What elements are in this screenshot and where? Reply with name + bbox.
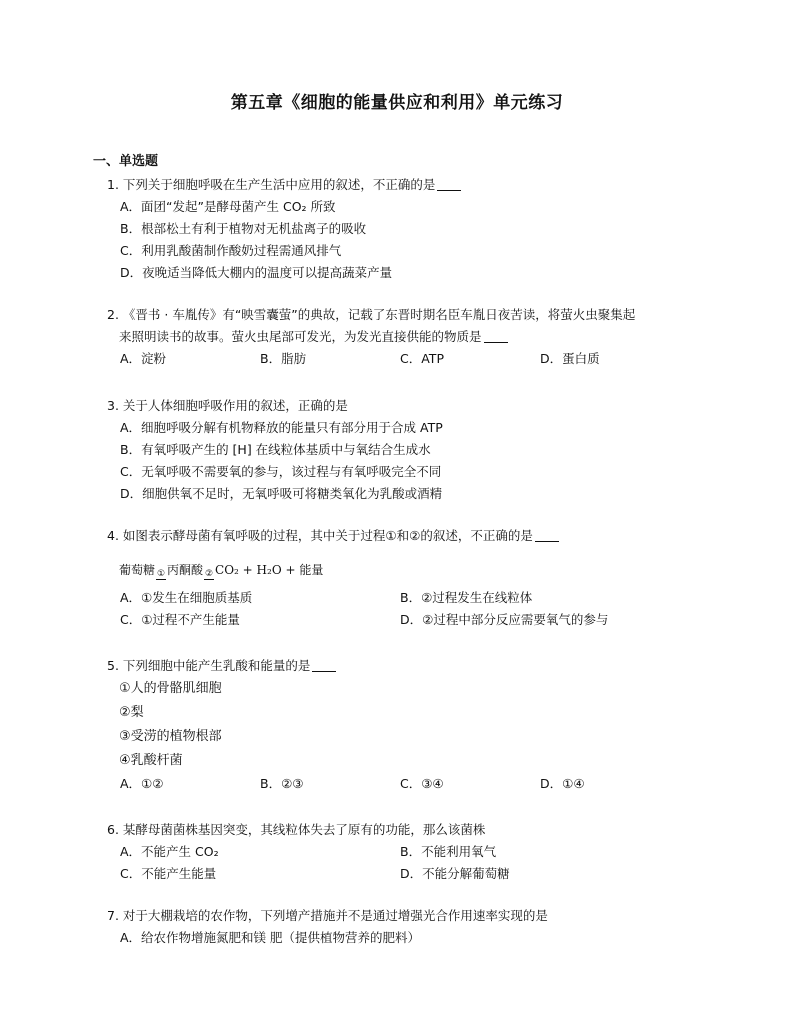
options-row xyxy=(107,863,707,885)
answer-blank xyxy=(535,527,559,542)
question-2 xyxy=(107,304,707,370)
question-7 xyxy=(107,905,707,949)
option-d: D．细胞供氧不足时，无氧呼吸可将糖类氧化为乳酸或酒精 xyxy=(120,486,443,501)
options-row xyxy=(107,609,707,631)
option-c: C．①过程不产生能量 xyxy=(120,612,240,627)
question-stem: 4. 如图表示酵母菌有氧呼吸的过程，其中关于过程①和②的叙述，不正确的是 xyxy=(107,525,707,547)
list-item: ②梨 xyxy=(119,705,144,720)
question-3 xyxy=(107,395,707,505)
question-stem: 5. 下列细胞中能产生乳酸和能量的是 xyxy=(107,655,707,677)
options-row xyxy=(107,773,707,795)
list-item: ①人的骨骼肌细胞 xyxy=(119,681,222,696)
section-title: 一、单选题 xyxy=(93,154,159,169)
page-title: 第五章《细胞的能量供应和利用》单元练习 xyxy=(230,93,564,113)
list-item: ③受涝的植物根部 xyxy=(119,729,222,744)
option-a: A．淀粉 xyxy=(120,351,167,366)
question-1 xyxy=(107,174,707,284)
answer-blank xyxy=(437,176,461,191)
option-d: D．蛋白质 xyxy=(540,351,600,366)
option-a: A．①② xyxy=(120,776,164,791)
option-b: B．②③ xyxy=(260,776,304,791)
option-d: D．①④ xyxy=(540,776,585,791)
option-c: C．ATP xyxy=(400,351,444,366)
reaction-formula: 葡萄糖 ① 丙酮酸 ② CO₂ + H₂O + 能量 xyxy=(119,563,324,579)
option-c: C．③④ xyxy=(400,776,444,791)
option-d: D．夜晚适当降低大棚内的温度可以提高蔬菜产量 xyxy=(120,265,393,280)
answer-blank xyxy=(484,328,508,343)
option-a: A．细胞呼吸分解有机物释放的能量只有部分用于合成 ATP xyxy=(120,420,443,435)
option-c: C．利用乳酸菌制作酸奶过程需通风排气 xyxy=(120,243,342,258)
question-stem: 6. 某酵母菌菌株基因突变，其线粒体失去了原有的功能，那么该菌株 xyxy=(107,822,486,837)
option-a: A．不能产生 CO₂ xyxy=(120,844,219,859)
answer-blank xyxy=(312,657,336,672)
option-a: A．面团“发起”是酵母菌产生 CO₂ 所致 xyxy=(120,199,336,214)
options-row xyxy=(107,348,707,370)
list-item: ④乳酸杆菌 xyxy=(119,753,183,768)
option-d: D．②过程中部分反应需要氧气的参与 xyxy=(400,612,609,627)
question-stem: 7. 对于大棚栽培的农作物，下列增产措施并不是通过增强光合作用速率实现的是 xyxy=(107,908,548,923)
option-b: B．②过程发生在线粒体 xyxy=(400,590,533,605)
option-b: B．不能利用氧气 xyxy=(400,844,497,859)
option-d: D．不能分解葡萄糖 xyxy=(400,866,510,881)
question-stem: 2. 《晋书 · 车胤传》有“映雪囊萤”的典故，记载了东晋时期名臣车胤日夜苦读，将萤火虫聚集起 xyxy=(107,307,636,322)
question-5 xyxy=(107,655,707,795)
question-stem: 3. 关于人体细胞呼吸作用的叙述，正确的是 xyxy=(107,398,348,413)
option-a: A．①发生在细胞质基质 xyxy=(120,590,253,605)
option-b: B．脂肪 xyxy=(260,351,307,366)
question-stem: 1. 下列关于细胞呼吸在生产生活中应用的叙述，不正确的是 xyxy=(107,174,707,196)
question-4 xyxy=(107,525,707,631)
option-b: B．根部松土有利于植物对无机盐离子的吸收 xyxy=(120,221,367,236)
option-c: C．不能产生能量 xyxy=(120,866,217,881)
question-stem-continued: 来照明读书的故事。萤火虫尾部可发光，为发光直接供能的物质是 xyxy=(107,326,707,348)
option-a: A．给农作物增施氮肥和镁 肥（提供植物营养的肥料） xyxy=(120,930,421,945)
option-b: B．有氧呼吸产生的 [H] 在线粒体基质中与氧结合生成水 xyxy=(120,442,431,457)
question-6 xyxy=(107,819,707,885)
option-c: C．无氧呼吸不需要氧的参与，该过程与有氧呼吸完全不同 xyxy=(120,464,442,479)
options-row xyxy=(107,841,707,863)
process-arrow-2: ② xyxy=(204,569,214,579)
options-row xyxy=(107,587,707,609)
process-arrow-1: ① xyxy=(156,569,166,579)
